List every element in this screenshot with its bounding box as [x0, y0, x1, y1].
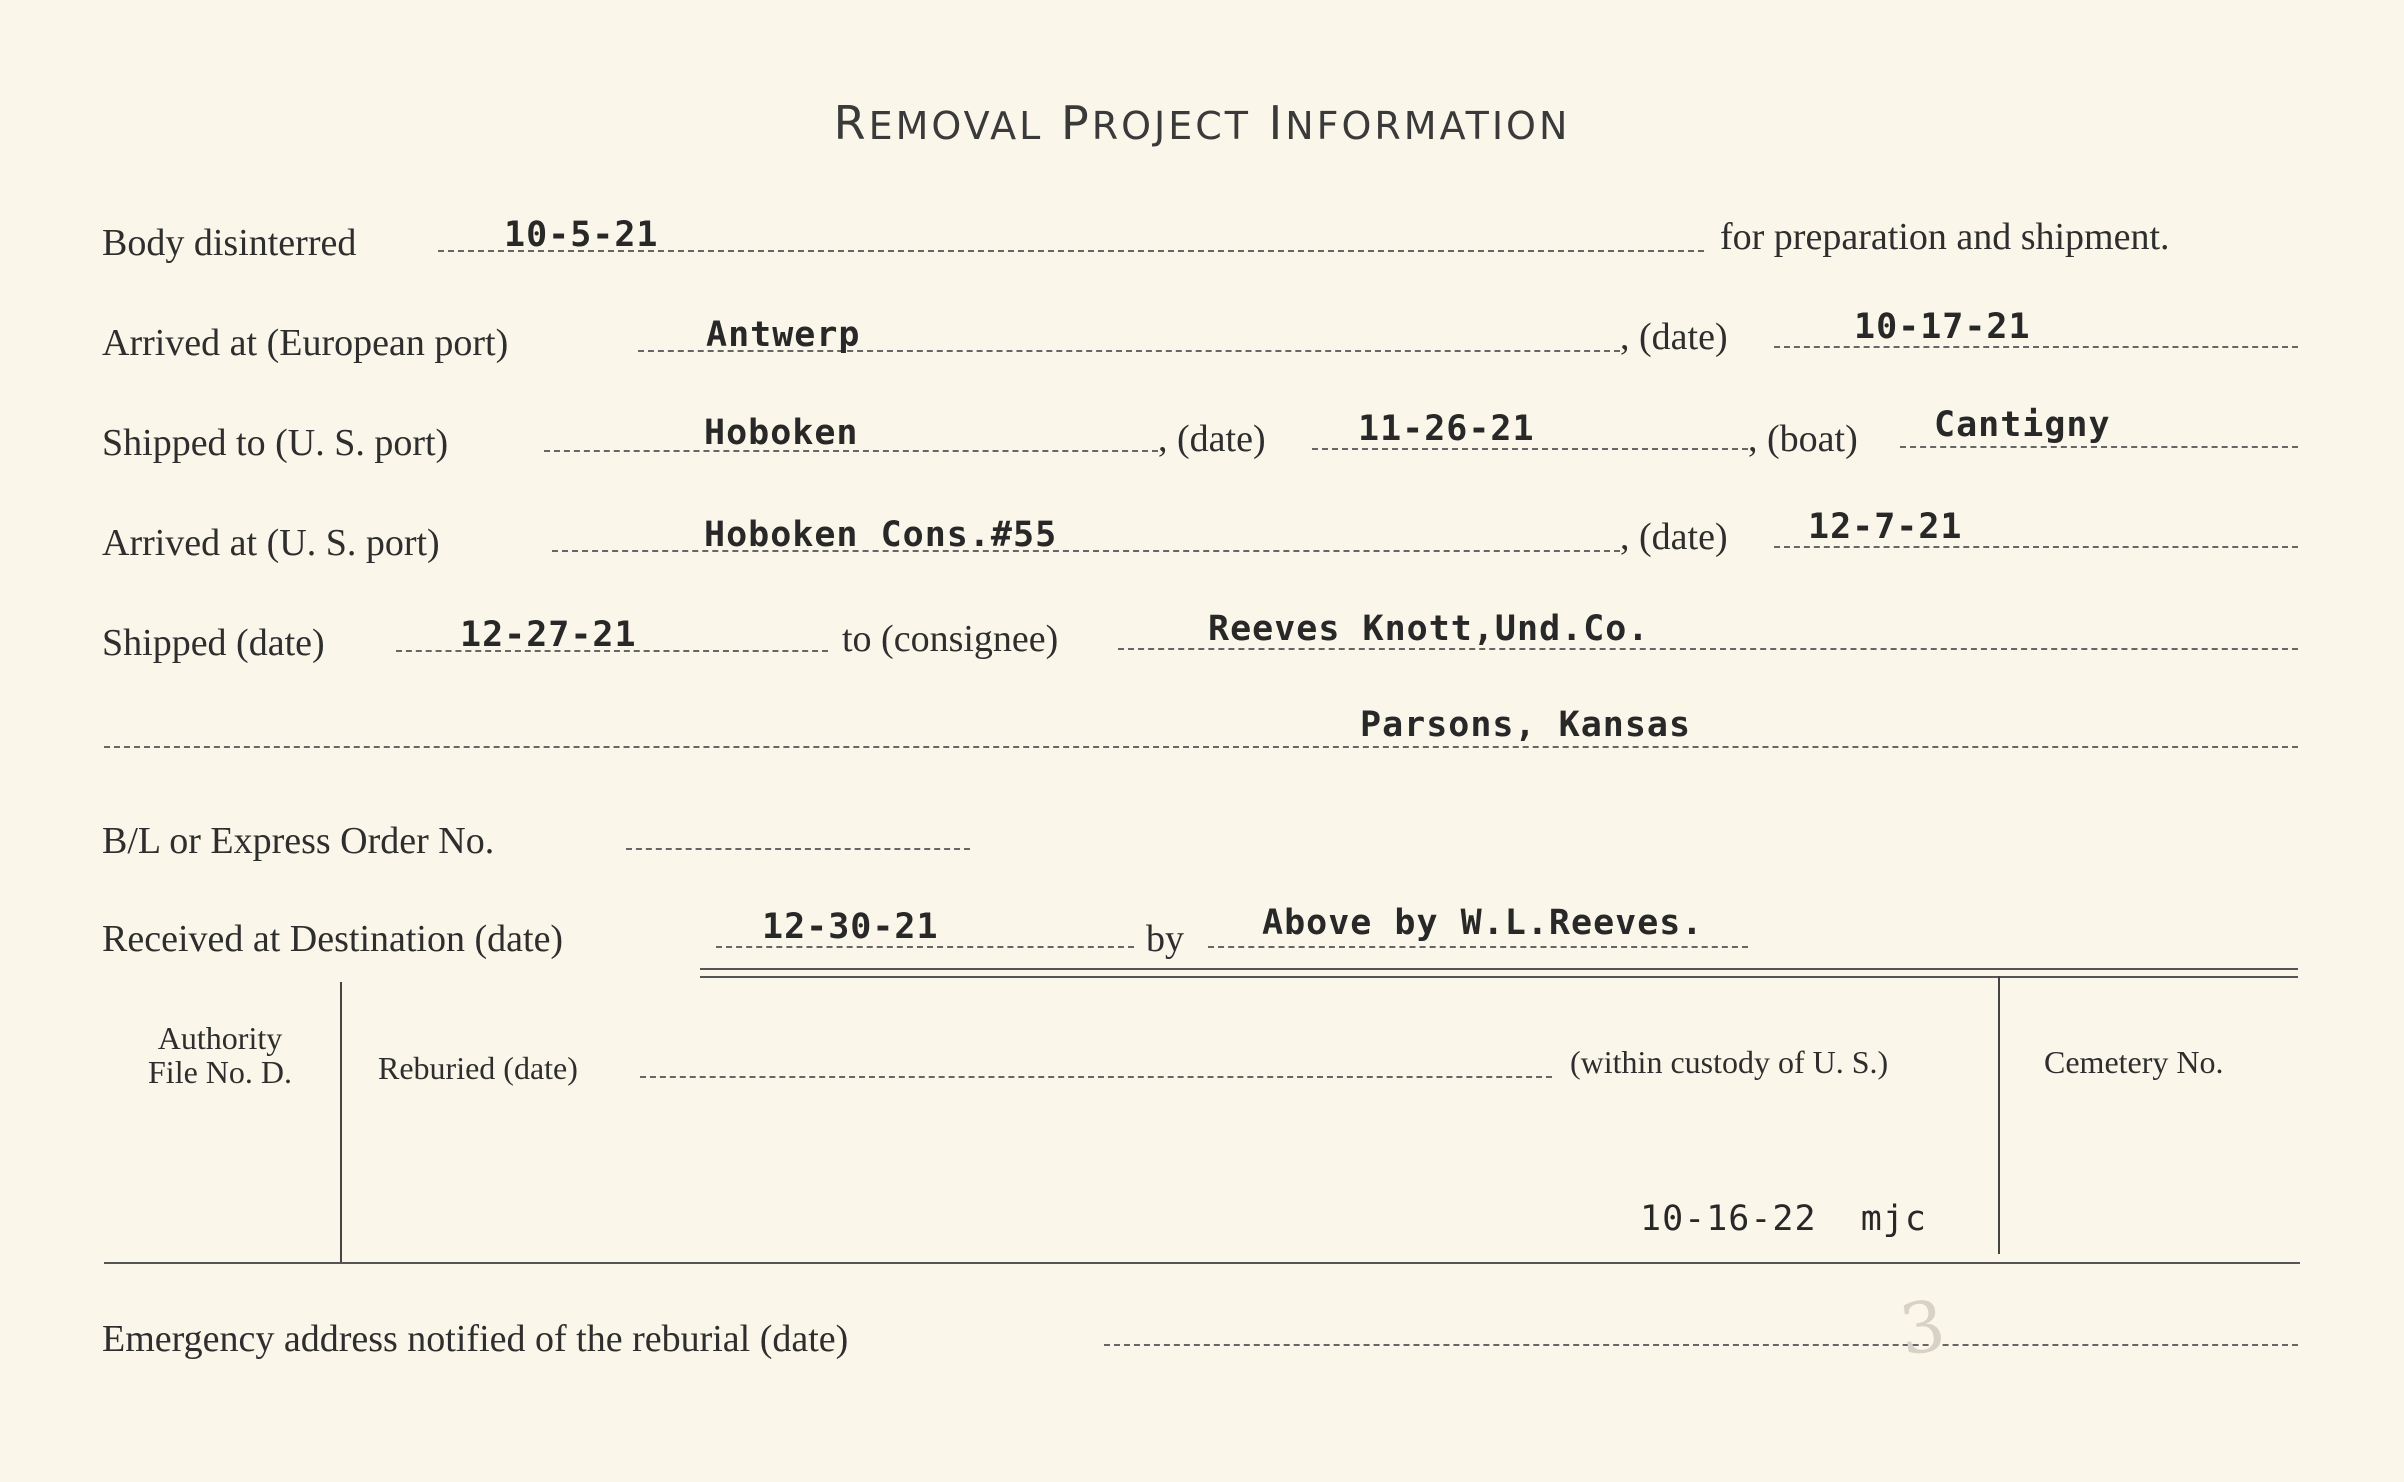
authority-label-line2: File No. D.: [148, 1054, 292, 1090]
body-disinterred-suffix: for preparation and shipment.: [1720, 216, 2170, 258]
table-top-rule-2: [700, 976, 2298, 978]
shipped-to-us-boat-label: , (boat): [1748, 418, 1858, 460]
table-col-divider-1: [340, 982, 342, 1262]
consignee-city-line: [104, 746, 2298, 748]
shipped-to-us-date-label: , (date): [1158, 418, 1266, 460]
arrived-european-date-line: [1774, 346, 2298, 348]
table-col-divider-2: [1998, 976, 2000, 1254]
shipped-to-us-date: 11-26-21: [1358, 409, 1535, 449]
arrived-european-port: Antwerp: [706, 315, 861, 355]
body-disinterred-value: 10-5-21: [504, 215, 659, 255]
arrived-european-label: Arrived at (European port): [102, 322, 509, 364]
arrived-european-date: 10-17-21: [1854, 307, 2031, 347]
consignee-name: Reeves Knott,Und.Co.: [1208, 609, 1650, 649]
arrived-us-port: Hoboken Cons.#55: [704, 515, 1058, 555]
arrived-us-date: 12-7-21: [1808, 507, 1963, 547]
shipped-to-us-port: Hoboken: [704, 413, 859, 453]
reburied-label: Reburied (date): [378, 1050, 578, 1086]
shipped-date: 12-27-21: [460, 615, 637, 655]
bl-label: B/L or Express Order No.: [102, 820, 495, 862]
consignee-label: to (consignee): [842, 618, 1059, 660]
custody-label: (within custody of U. S.): [1570, 1044, 1889, 1080]
bl-line: [626, 848, 970, 850]
emergency-line: [1104, 1344, 2298, 1346]
faint-pencil-mark: 3: [1894, 1284, 1951, 1372]
received-by: Above by W.L.Reeves.: [1262, 903, 1704, 943]
received-by-label: by: [1146, 918, 1184, 960]
authority-label-line1: Authority: [157, 1020, 283, 1056]
cemetery-label: Cemetery No.: [2044, 1044, 2224, 1080]
arrived-us-date-label: , (date): [1620, 516, 1728, 558]
table-bottom-rule: [104, 1262, 2300, 1264]
completion-stamp: 10-16-22 mjc: [1640, 1199, 1927, 1239]
shipped-date-label: Shipped (date): [102, 622, 325, 664]
shipped-to-us-boat-line: [1900, 446, 2298, 448]
received-date: 12-30-21: [762, 907, 939, 947]
shipped-to-us-label: Shipped to (U. S. port): [102, 422, 449, 464]
body-disinterred-label: Body disinterred: [102, 222, 357, 264]
received-label: Received at Destination (date): [102, 918, 564, 960]
card-title: REMOVAL PROJECT INFORMATION: [833, 96, 1571, 150]
consignee-city: Parsons, Kansas: [1360, 705, 1692, 745]
arrived-us-label: Arrived at (U. S. port): [102, 522, 440, 564]
received-by-line: [1208, 946, 1748, 948]
emergency-label: Emergency address notified of the reburial (date): [102, 1318, 849, 1360]
reburied-line: [640, 1076, 1552, 1078]
table-top-rule-1: [700, 968, 2298, 970]
shipped-to-us-boat: Cantigny: [1934, 405, 2111, 445]
arrived-european-date-label: , (date): [1620, 316, 1728, 358]
